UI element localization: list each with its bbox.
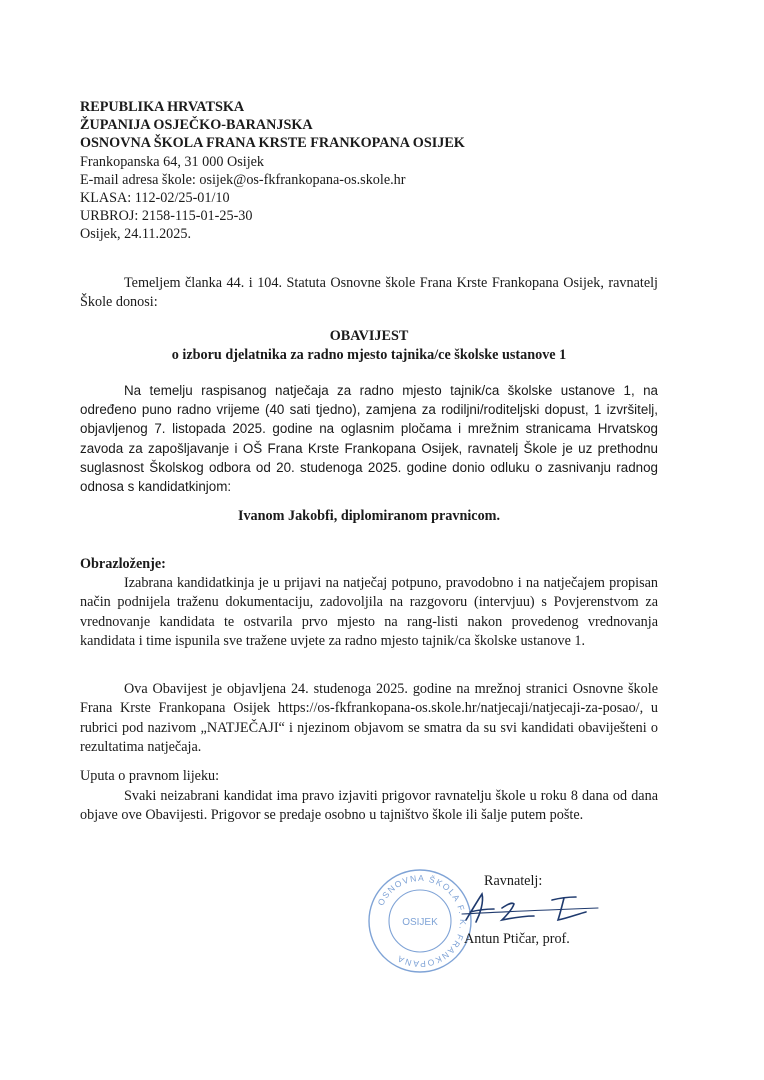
notice-title: OBAVIJEST <box>329 328 409 344</box>
school-email: E-mail adresa škole: osijek@os-fkfrankopana-os.skole.hr <box>80 171 406 188</box>
country-name: REPUBLIKA HRVATSKA <box>80 99 245 115</box>
urbroj-number: URBROJ: 2158-115-01-25-30 <box>80 208 253 225</box>
notice-title-block <box>80 327 658 364</box>
place-date: Osijek, 24.11.2025. <box>80 226 191 243</box>
notice-subtitle: o izboru djelatnika za radno mjesto tajnika/ce školske ustanove 1 <box>171 346 567 363</box>
stamp-center-text: OSIJEK <box>402 917 438 928</box>
school-name: OSNOVNA ŠKOLA FRANA KRSTE FRANKOPANA OSIJEK <box>80 135 465 152</box>
county-name: ŽUPANIJA OSJEČKO-BARANJSKA <box>80 117 313 134</box>
legal-remedy-heading: Uputa o pravnom lijeku: <box>80 768 220 784</box>
reasoning-paragraph: Izabrana kandidatkinja je u prijavi na natječaj potpuno, pravodobno i na natječajem propisan način podnijela traženu dokumentaciju, zadovoljila na razgovoru (intervjuu) s Povjerenstvom za vrednovanje kandidata te ostvarila prvo mjesto na rang-listi nakon provedenog vrednovanja kandidata i time ispunila sve tražene uvjete za radno mjesto tajnik/ca školske ustanove 1. <box>80 575 658 650</box>
school-address: Frankopanska 64, 31 000 Osijek <box>80 153 265 170</box>
handwritten-signature <box>456 888 606 936</box>
legal-remedy-paragraph: Svaki neizabrani kandidat ima pravo izjaviti prigovor ravnatelju škole u roku 8 dana od dana objave ove Obavijesti. Prigovor se predaje osobno u tajništvo škole ili šalje putem pošte. <box>80 788 658 824</box>
klasa-number: KLASA: 112-02/25-01/10 <box>80 190 230 207</box>
document-header <box>80 98 465 244</box>
signature-title: Ravnatelj: <box>484 873 543 889</box>
intro-paragraph: Temeljem članka 44. i 104. Statuta Osnovne škole Frana Krste Frankopana Osijek, ravnatelj Škole donosi: <box>80 275 658 311</box>
publication-paragraph: Ova Obavijest je objavljena 24. studenoga 2025. godine na mrežnoj stranici Osnovne škole Frana Krste Frankopana Osijek https://os-fkfrankopana-os.skole.hr/natjecaji/natjecaji-za-posao/, u rubrici pod nazivom „NATJEČAJI“ i njezinom objavom se smatra da su svi kandidati obaviješteni o rezultatima natječaja. <box>80 681 658 756</box>
director-name: Antun Ptičar, prof. <box>464 931 570 947</box>
stamp-ring-text: OSNOVNA ŠKOLA F. K. FRANKOPANA <box>375 872 469 970</box>
selected-candidate: Ivanom Jakobfi, diplomiranom pravnicom. <box>237 508 501 524</box>
main-paragraph: Na temelju raspisanog natječaja za radno mjesto tajnik/ca školske ustanove 1, na određeno puno radno vrijeme (40 sati tjedno), zamjena za rodiljni/roditeljski dopust, 1 izvršitelj, objavljenog 7. listopada 2025. godine na oglasnim pločama i mrežnim stranicama Hrvatskog zavoda za zapošljavanje i OŠ Frana Krste Frankopana Osijek, ravnatelj Škole je uz prethodnu suglasnost Školskog odbora od 20. studenoga 2025. godine donio odluku o zasnivanju radnog odnosa s kandidatkinjom: <box>80 383 658 495</box>
reasoning-heading: Obrazloženje: <box>80 556 166 572</box>
